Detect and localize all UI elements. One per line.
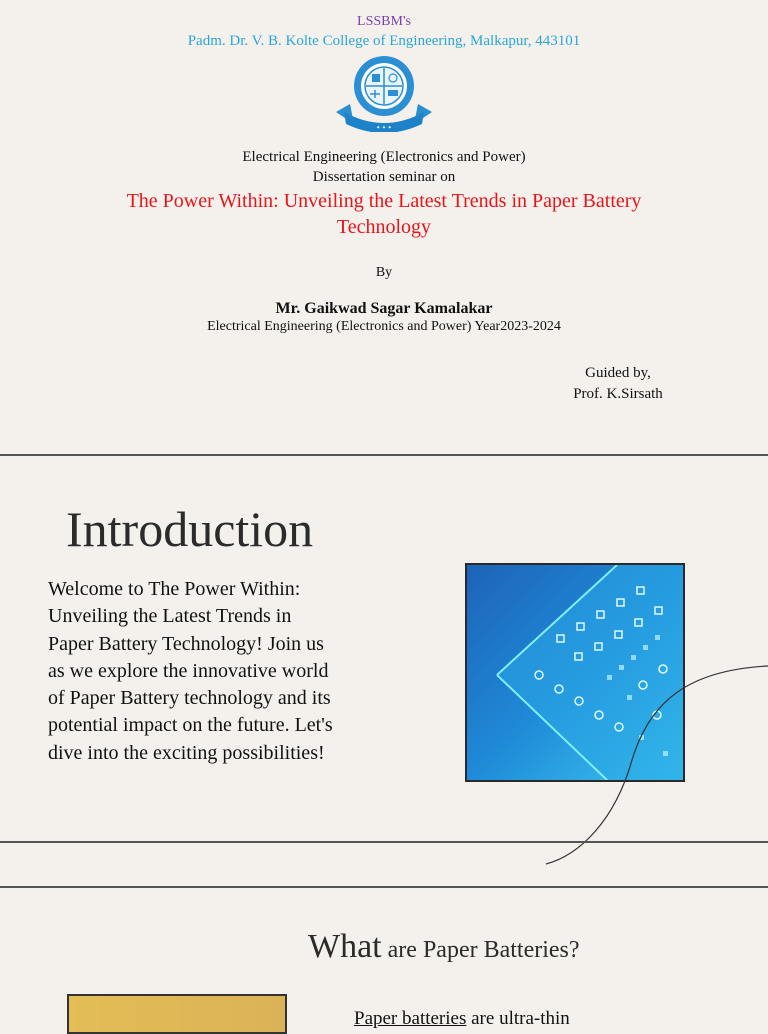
introduction-body: Welcome to The Power Within: Unveiling the Latest Trends in Paper Battery Technology! Join us as we explore the innovative world of Paper Battery technology and its potential impact on the future. Let's dive into the exciting possibilities!: [48, 578, 333, 764]
paper-battery-description: [354, 1008, 570, 1030]
heading-rest: are Paper Batteries?: [381, 937, 580, 963]
by-label: By: [375, 265, 393, 280]
department-line: Electrical Engineering (Electronics and Power): [242, 149, 526, 165]
college-name: Padm. Dr. V. B. Kolte College of Engineering, Malkapur, 443101: [187, 33, 581, 49]
slide-divider: [0, 886, 768, 888]
decorative-curve: [540, 660, 768, 870]
author-department: Electrical Engineering (Electronics and Power) Year2023-2024: [207, 319, 561, 334]
seminar-title: The Power Within: Unveiling the Latest Trends in Paper Battery Technology: [126, 190, 642, 238]
image-frame: [67, 994, 287, 1034]
heading-first-word: What: [308, 928, 382, 965]
svg-text:✦ ✦ ✦: ✦ ✦ ✦: [376, 125, 392, 131]
college-society-name: LSSBM's: [357, 14, 411, 29]
slide-divider: [0, 454, 768, 456]
description-text: are ultra-thin: [466, 1008, 570, 1029]
paper-batteries-term: Paper batteries: [354, 1008, 467, 1029]
what-are-paper-batteries-heading: [308, 928, 580, 966]
slide-divider: [0, 841, 768, 843]
author-name: Mr. Gaikwad Sagar Kamalakar: [275, 300, 493, 317]
guide-name: Prof. K.Sirsath: [573, 386, 663, 402]
college-logo: [334, 54, 434, 132]
guide-block: [548, 363, 688, 405]
guided-label: Guided by,: [585, 365, 651, 381]
seminar-label: Dissertation seminar on: [312, 169, 456, 185]
introduction-heading: Introduction: [66, 501, 314, 557]
